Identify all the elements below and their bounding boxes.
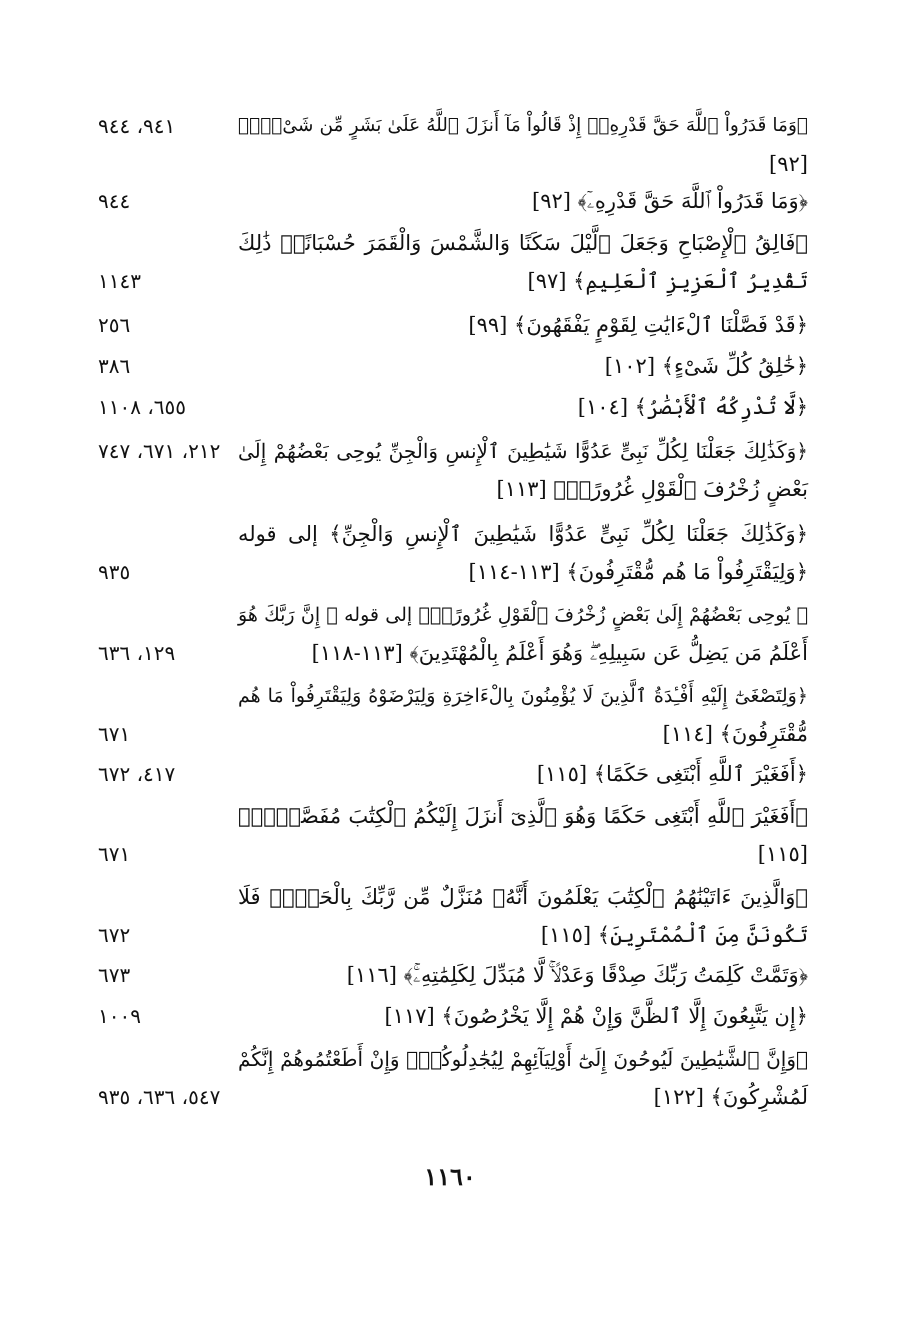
page-references: ١١٤٣ xyxy=(98,269,141,293)
entry-line xyxy=(98,715,808,753)
page-references: ٩٣٥ xyxy=(98,560,131,584)
verse-text: ﴿وَلِيَقْتَرِفُواْ مَا هُم مُّقْتَرِفُونَ﴾ [١١٣-١١٤] xyxy=(468,560,808,584)
entry-line xyxy=(98,553,808,591)
verse-text: ﴿إِن يَتَّبِعُونَ إِلَّا ٱلظَّنَّ وَإِنْ هُمْ إِلَّا يَخْرُصُونَ﴾ [١١٧] xyxy=(384,1004,808,1028)
page-references: ٥٤٧، ٦٣٦، ٩٣٥ xyxy=(98,1085,221,1109)
entry-line xyxy=(98,262,808,300)
verse-text: مُّقْتَرِفُونَ﴾ [١١٤] xyxy=(662,722,808,746)
verse-text: لَمُشْرِكُونَ﴾ [١٢٢] xyxy=(653,1085,808,1109)
page-references: ٦٥٥، ١١٠٨ xyxy=(98,395,187,419)
index-entry xyxy=(98,432,808,508)
entry-line xyxy=(98,182,808,220)
page-references: ٤١٧، ٦٧٢ xyxy=(98,762,176,786)
entry-line xyxy=(98,388,808,426)
page-references: ٩٤٤ xyxy=(98,189,131,213)
verse-text: ﴿أَفَغَيْرَ ٱللَّهِ أَبْتَغِى حَكَمًا﴾ [١١٥] xyxy=(536,762,808,786)
page-references: ١٠٠٩ xyxy=(98,1004,141,1028)
entry-line xyxy=(98,997,808,1035)
entry-line xyxy=(98,677,808,715)
page-references: ١٢٩، ٦٣٦ xyxy=(98,641,176,665)
verse-text: ﴿فَالِقُ ٱلْإِصْبَاحِ وَجَعَلَ ٱلَّيْلَ سَكَنًا وَالشَّمْسَ وَالْقَمَرَ حُسْبَانًاۚ ذَٰلِكَ xyxy=(238,231,808,255)
verse-text: ﴿وَتَمَّتْ كَلِمَتُ رَبِّكَ صِدْقًا وَعَدْلًاۚ لَّا مُبَدِّلَ لِكَلِمَٰتِهِۦۚ﴾ [١١٦] xyxy=(346,963,808,987)
index-entry xyxy=(98,224,808,300)
entry-line xyxy=(98,470,808,508)
page-references: ٦٧٢ xyxy=(98,923,131,947)
entry-line xyxy=(98,916,808,954)
verse-text: تَقْدِيرُ ٱلْعَزِيزِ ٱلْعَلِيمِ﴾ [٩٧] xyxy=(527,269,808,293)
page-references: ٦٧٣ xyxy=(98,963,131,987)
verse-text: بَعْضٍ زُخْرُفَ ٱلْقَوْلِ غُرُورًاۚ﴾ [١١٣] xyxy=(496,477,808,501)
verse-text: [١١٥] xyxy=(757,842,808,866)
index-entry xyxy=(98,182,808,220)
verse-text: ﴿خَٰلِقُ كُلِّ شَىْءٍ﴾ [١٠٢] xyxy=(604,354,808,378)
index-entry xyxy=(98,997,808,1035)
verse-text: تَكُونَنَّ مِنَ ٱلْمُمْتَرِينَ﴾ [١١٥] xyxy=(540,923,808,947)
entry-line xyxy=(98,878,808,916)
index-entry xyxy=(98,755,808,793)
entry-line xyxy=(98,432,808,470)
entry-line xyxy=(98,755,808,793)
entry-line xyxy=(98,634,808,672)
index-entry xyxy=(98,878,808,954)
entry-line xyxy=(98,306,808,344)
page-references: ٦٧١ xyxy=(98,842,131,866)
entry-line xyxy=(98,835,808,873)
verse-text: [٩٢] xyxy=(769,152,808,176)
index-entry xyxy=(98,306,808,344)
verse-text: ﴿وَكَذَٰلِكَ جَعَلْنَا لِكُلِّ نَبِىٍّ عَدُوًّا شَيَٰطِينَ ٱلْإِنسِ وَالْجِنِّ يُوحِى بَعْضُهُمْ إِلَىٰ xyxy=(238,439,808,463)
verse-text: ﴿وَكَذَٰلِكَ جَعَلْنَا لِكُلِّ نَبِىٍّ عَدُوًّا شَيَٰطِينَ ٱلْإِنسِ وَالْجِنِّ﴾ إلى قوله xyxy=(238,522,808,546)
entry-line xyxy=(98,956,808,994)
entry-line xyxy=(98,515,808,553)
entry-line xyxy=(98,596,808,634)
index-entry xyxy=(98,515,808,591)
index-entry xyxy=(98,797,808,873)
page-references: ٦٧١ xyxy=(98,722,131,746)
index-entry xyxy=(98,596,808,672)
entry-line xyxy=(98,224,808,262)
verse-text: ﴿ يُوحِى بَعْضُهُمْ إِلَىٰ بَعْضٍ زُخْرُفَ ٱلْقَوْلِ غُرُورًاۚ﴾ إلى قوله ﴿ إِنَّ رَبَّكَ هُوَ xyxy=(238,604,808,626)
page-references: ٩٤١، ٩٤٤ xyxy=(98,114,176,138)
index-entry xyxy=(98,347,808,385)
entry-line xyxy=(98,145,808,183)
verse-text: ﴿وَإِنَّ ٱلشَّيَٰطِينَ لَيُوحُونَ إِلَىٰٓ أَوْلِيَآئِهِمْ لِيُجَٰدِلُوكُمْۖ وَإِنْ أَطَعْتُمُوهُمْ إِنَّكُمْ xyxy=(238,1047,808,1071)
index-entry xyxy=(98,107,808,183)
verse-text: ﴿وَالَّذِينَ ءَاتَيْنَٰهُمُ ٱلْكِتَٰبَ يَعْلَمُونَ أَنَّهُۥ مُنَزَّلٌ مِّن رَّبِّكَ بِالْحَقِّۖ فَلَا xyxy=(238,885,808,909)
verse-text: ﴿وَلِتَصْغَىٰٓ إِلَيْهِ أَفْـِٔدَةُ ٱلَّذِينَ لَا يُؤْمِنُونَ بِالْءَاخِرَةِ وَلِيَرْضَوْهُ وَلِيَقْتَرِفُواْ مَا هُم xyxy=(238,685,808,707)
page-references: ٣٨٦ xyxy=(98,354,131,378)
verse-text: ﴿وَمَا قَدَرُواْ ٱللَّهَ حَقَّ قَدْرِهِۦٓ﴾ [٩٢] xyxy=(531,189,808,213)
page-references: ٢٥٦ xyxy=(98,313,131,337)
index-entry xyxy=(98,388,808,426)
verse-text: ﴿قَدْ فَصَّلْنَا ٱلْءَايَٰتِ لِقَوْمٍ يَفْقَهُونَ﴾ [٩٩] xyxy=(468,313,808,337)
entry-line xyxy=(98,797,808,835)
verse-text: ﴿وَمَا قَدَرُواْ ٱللَّهَ حَقَّ قَدْرِهِۦٓ إِذْ قَالُواْ مَآ أَنزَلَ ٱللَّهُ عَلَىٰ بَشَرٍ مِّن شَىْءٍۗ﴾ xyxy=(238,115,808,136)
index-entry xyxy=(98,956,808,994)
entry-line xyxy=(98,107,808,145)
verse-text: ﴿لَّا تُدْرِكُهُ ٱلْأَبْصَٰرُ﴾ [١٠٤] xyxy=(577,395,808,419)
index-entry xyxy=(98,677,808,753)
verse-text: أَعْلَمُ مَن يَضِلُّ عَن سَبِيلِهِۦۖ وَهُوَ أَعْلَمُ بِالْمُهْتَدِينَ﴾ [١١٣-١١٨] xyxy=(311,641,808,665)
entry-line xyxy=(98,1040,808,1078)
index-entry xyxy=(98,1040,808,1116)
entry-line xyxy=(98,1078,808,1116)
page-references: ٢١٢، ٦٧١، ٧٤٧ xyxy=(98,439,221,463)
page-number: ١١٦٠ xyxy=(424,1162,476,1191)
verse-text: ﴿أَفَغَيْرَ ٱللَّهِ أَبْتَغِى حَكَمًا وَهُوَ ٱلَّذِىٓ أَنزَلَ إِلَيْكُمُ ٱلْكِتَٰبَ مُفَصَّلًاۚ﴾ xyxy=(238,804,808,828)
entry-line xyxy=(98,347,808,385)
